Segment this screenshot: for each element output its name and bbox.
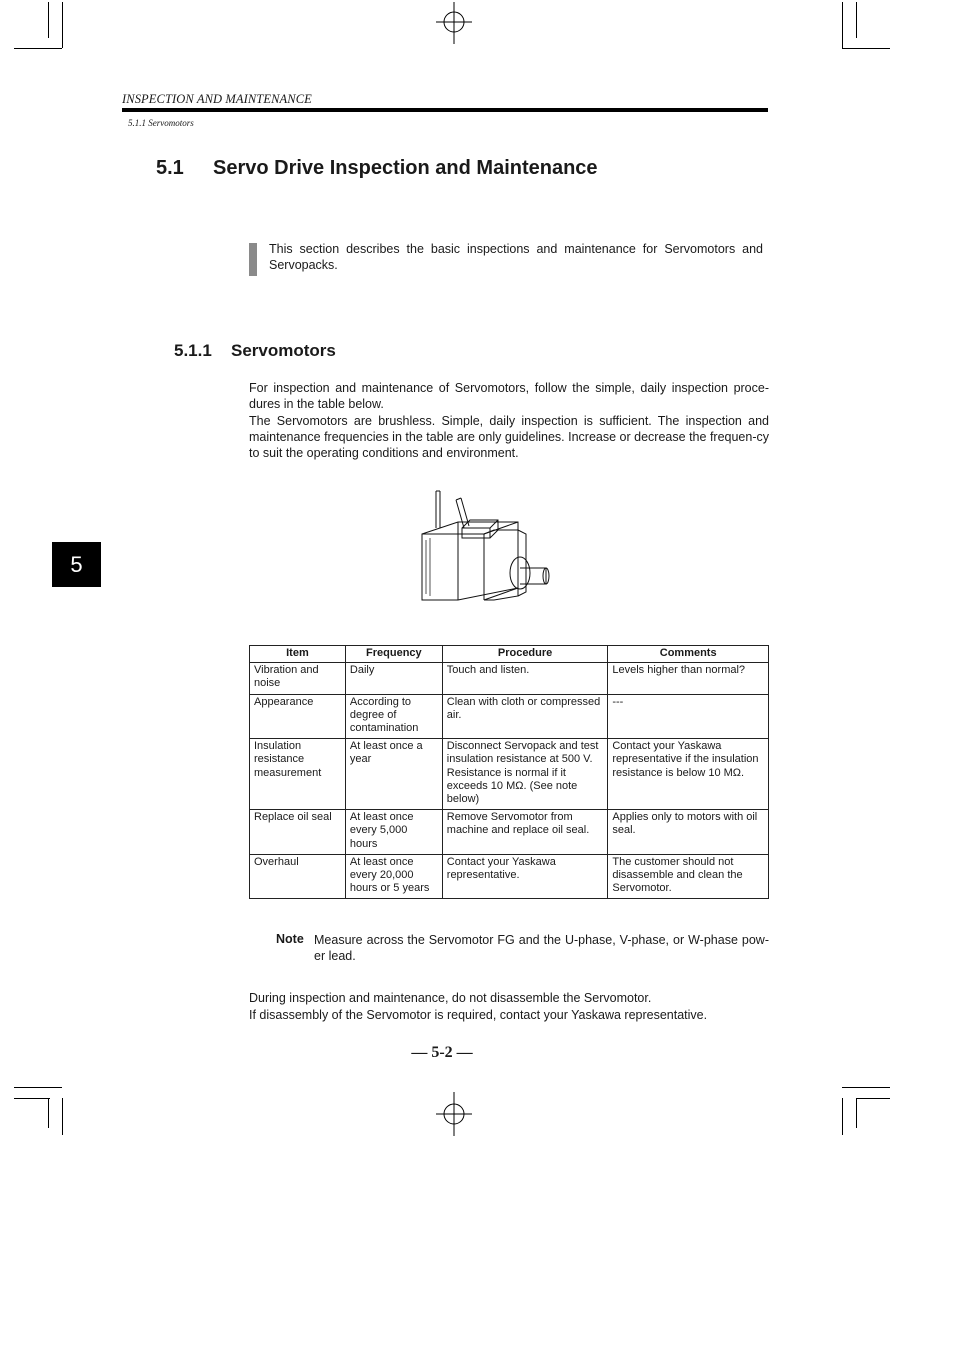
subsection-heading: [174, 341, 336, 361]
table-header-row: [250, 646, 769, 663]
table-cell: Touch and listen.: [442, 663, 608, 694]
table-cell: Contact your Yaskawa representative if the insulation resistance is below 10 MΩ.: [608, 739, 769, 810]
section-number: 5.1: [156, 157, 184, 179]
table-row: [250, 739, 769, 810]
breadcrumb: 5.1.1 Servomotors: [128, 118, 194, 128]
registration-mark-top: [434, 2, 474, 44]
table-cell: Levels higher than normal?: [608, 663, 769, 694]
table-cell: Applies only to motors with oil seal.: [608, 810, 769, 855]
table-cell: At least once every 5,000 hours: [345, 810, 442, 855]
page-number: — 5-2 —: [411, 1044, 473, 1061]
table-cell: At least once every 20,000 hours or 5 years: [345, 854, 442, 899]
table-cell: Disconnect Servopack and test insulation resistance at 500 V. Resistance is normal if it exceeds 10 MΩ. (See note below): [442, 739, 608, 810]
column-header-item: Item: [250, 646, 346, 663]
table-cell: Appearance: [250, 694, 346, 739]
table-cell: Daily: [345, 663, 442, 694]
servomotor-illustration: [418, 488, 553, 606]
header-rule: [122, 108, 768, 112]
subsection-number: 5.1.1: [174, 341, 212, 360]
table-cell: Replace oil seal: [250, 810, 346, 855]
table-cell: Vibration and noise: [250, 663, 346, 694]
subsection-title: Servomotors: [231, 341, 336, 360]
intro-marker-bar: [249, 243, 257, 276]
table-row: [250, 810, 769, 855]
table-cell: The customer should not disassemble and clean the Servomotor.: [608, 854, 769, 899]
table-row: [250, 694, 769, 739]
section-intro: This section describes the basic inspections and maintenance for Servomotors and Servopacks.: [269, 242, 763, 272]
closing-line-2: If disassembly of the Servomotor is required, contact your Yaskawa representative.: [249, 1008, 708, 1022]
table-cell: ---: [608, 694, 769, 739]
table-cell: Clean with cloth or compressed air.: [442, 694, 608, 739]
section-heading: [156, 157, 598, 180]
note-label: Note: [276, 932, 304, 946]
table-cell: Insulation resistance measurement: [250, 739, 346, 810]
column-header-comments: Comments: [608, 646, 769, 663]
table-cell: Contact your Yaskawa representative.: [442, 854, 608, 899]
table-cell: At least once a year: [345, 739, 442, 810]
running-header-title: INSPECTION AND MAINTENANCE: [122, 92, 312, 106]
inspection-table: [249, 645, 769, 899]
column-header-frequency: Frequency: [345, 646, 442, 663]
paragraph-1: For inspection and maintenance of Servomotors, follow the simple, daily inspection proce-dures in the table below.: [249, 381, 769, 411]
table-cell: Remove Servomotor from machine and replace oil seal.: [442, 810, 608, 855]
closing-line-1: During inspection and maintenance, do not disassemble the Servomotor.: [249, 991, 652, 1005]
table-row: [250, 663, 769, 694]
paragraph-2: The Servomotors are brushless. Simple, daily inspection is sufficient. The inspection and maintenance frequencies in the table are only guidelines. Increase or decrease the frequen-cy to suit the operating conditions and environment.: [249, 414, 769, 460]
chapter-tab: 5: [52, 542, 101, 587]
note-text: Measure across the Servomotor FG and the U-phase, V-phase, or W-phase pow-er lead.: [314, 933, 769, 963]
column-header-procedure: Procedure: [442, 646, 608, 663]
registration-mark-bottom: [434, 1092, 474, 1136]
table-cell: Overhaul: [250, 854, 346, 899]
section-title: Servo Drive Inspection and Maintenance: [213, 157, 598, 179]
table-row: [250, 854, 769, 899]
table-cell: According to degree of contamination: [345, 694, 442, 739]
